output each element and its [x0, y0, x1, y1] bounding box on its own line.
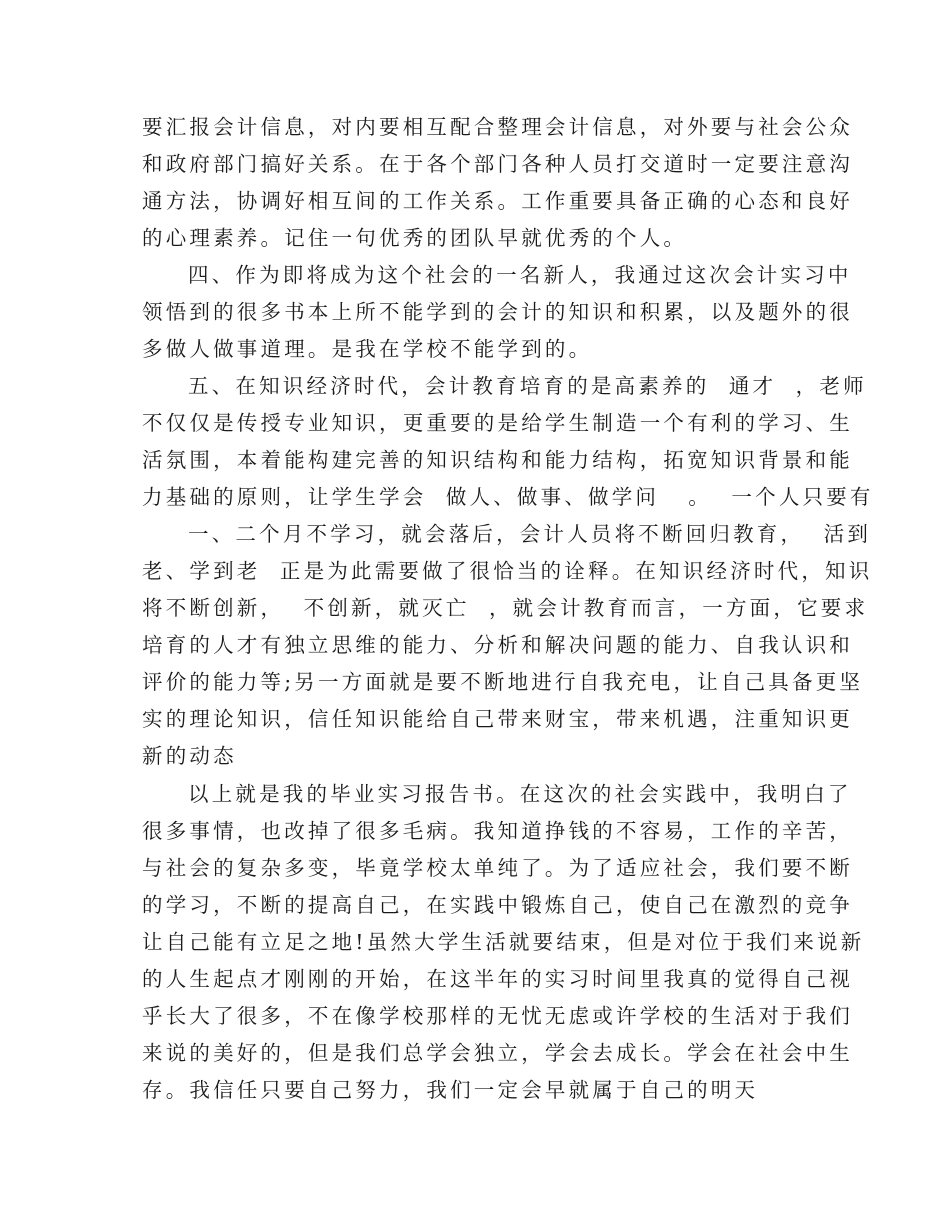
text-line: 乎长大了很多，不在像学校那样的无忧无虑或许学校的生活对于我们 [142, 1004, 853, 1028]
paragraph-5-start: 五、在知识经济时代，会计教育培育的是高素养的 通才 ，老师 [188, 374, 867, 398]
text-line: 来说的美好的，但是我们总学会独立，学会去成长。学会在社会中生 [142, 1041, 853, 1065]
text-line: 的心理素养。记住一句优秀的团队早就优秀的个人。 [142, 226, 688, 250]
text-line: 不仅仅是传授专业知识，更重要的是给学生制造一个有利的学习、生 [142, 411, 853, 435]
conclusion-paragraph-start: 以上就是我的毕业实习报告书。在这次的社会实践中，我明白了 [188, 782, 852, 806]
text-line: 新的动态 [142, 744, 237, 768]
text-line: 领悟到的很多书本上所不能学到的会计的知识和积累，以及题外的很 [142, 300, 853, 324]
text-line: 老、学到老 正是为此需要做了很恰当的诠释。在知识经济时代，知识 [142, 559, 873, 583]
text-line: 活氛围，本着能构建完善的知识结构和能力结构，拓宽知识背景和能 [142, 448, 853, 472]
text-line: 力基础的原则，让学生学会 做人、做事、做学问 。 一个人只要有 [142, 485, 874, 509]
text-line: 培育的人才有独立思维的能力、分析和解决问题的能力、自我认识和 [142, 633, 853, 657]
paragraph-1-start: 一、二个月不学习，就会落后，会计人员将不断回归教育， 活到 [188, 522, 872, 546]
paragraph-4-start: 四、作为即将成为这个社会的一名新人，我通过这次会计实习中 [188, 263, 852, 287]
text-line: 与社会的复杂多变，毕竟学校太单纯了。为了适应社会，我们要不断 [142, 856, 853, 880]
text-line: 很多事情，也改掉了很多毛病。我知道挣钱的不容易，工作的辛苦， [142, 819, 853, 843]
text-line: 的人生起点才刚刚的开始，在这半年的实习时间里我真的觉得自己视 [142, 967, 853, 991]
text-line: 将不断创新， 不创新，就灭亡 ，就会计教育而言，一方面，它要求 [142, 596, 869, 620]
text-line: 多做人做事道理。是我在学校不能学到的。 [142, 337, 593, 361]
text-line: 的学习，不断的提高自己，在实践中锻炼自己，使自己在激烈的竞争 [142, 893, 853, 917]
text-line: 实的理论知识，信任知识能给自己带来财宝，带来机遇，注重知识更 [142, 707, 853, 731]
text-line: 评价的能力等;另一方面就是要不断地进行自我充电，让自己具备更坚 [142, 670, 864, 694]
text-line: 和政府部门搞好关系。在于各个部门各种人员打交道时一定要注意沟 [142, 152, 853, 176]
text-line: 存。我信任只要自己努力，我们一定会早就属于自己的明天 [142, 1078, 759, 1102]
text-line: 要汇报会计信息，对内要相互配合整理会计信息，对外要与社会公众 [142, 115, 853, 139]
text-line: 让自己能有立足之地!虽然大学生活就要结束，但是对位于我们来说新 [142, 930, 865, 954]
text-line: 通方法，协调好相互间的工作关系。工作重要具备正确的心态和良好 [142, 189, 853, 213]
